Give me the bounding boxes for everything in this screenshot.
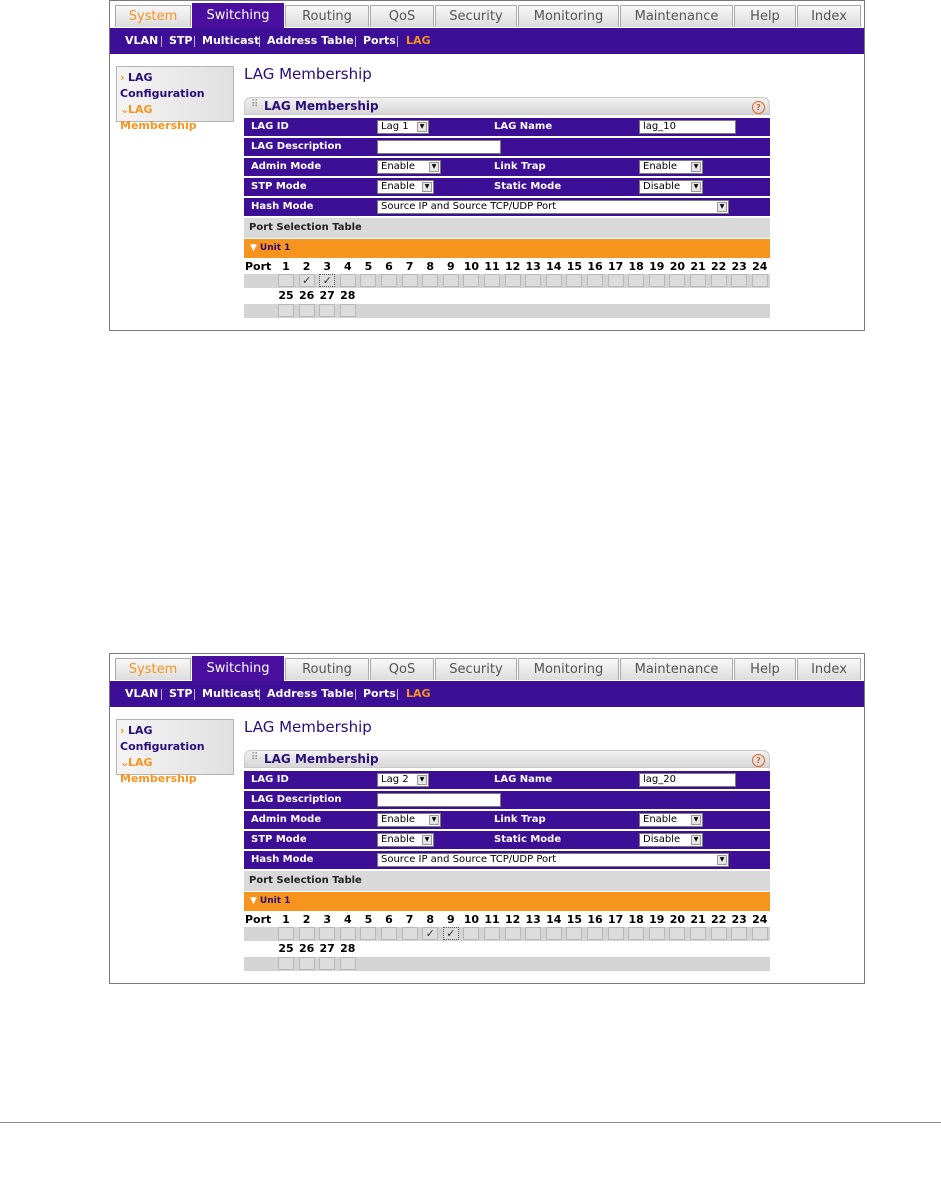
static-mode-select[interactable] xyxy=(639,833,703,847)
triangle-down-icon: ▼ xyxy=(250,243,257,253)
port-number: 22 xyxy=(710,260,727,273)
port-number: 15 xyxy=(566,913,583,926)
port-column-label: Port xyxy=(245,260,272,273)
port-number-row-2 xyxy=(244,943,770,955)
port-number: 12 xyxy=(504,260,521,273)
port-number: 13 xyxy=(525,260,541,273)
lag-id-value: Lag 2 xyxy=(381,774,409,785)
drag-grip-icon: ⠿ xyxy=(251,752,259,763)
port-checkbox-row-1 xyxy=(244,927,770,941)
chevron-down-icon: ⌄ xyxy=(120,756,130,769)
tab-maintenance[interactable]: Maintenance xyxy=(620,658,733,680)
port-checkbox-14[interactable] xyxy=(546,927,562,940)
port-number: 28 xyxy=(340,942,356,955)
subnav-divider xyxy=(355,36,356,47)
port-number-row-1 xyxy=(244,261,770,273)
tab-switching[interactable]: Switching xyxy=(192,656,284,681)
tab-routing[interactable]: Routing xyxy=(285,658,369,680)
port-number: 13 xyxy=(525,913,541,926)
subnav-multicast[interactable]: Multicast xyxy=(202,687,260,700)
stp-mode-value: Enable xyxy=(381,181,416,192)
admin-mode-value: Enable xyxy=(381,814,416,825)
port-number: 1 xyxy=(282,260,290,273)
panel-header xyxy=(244,97,770,115)
stp-mode-value: Enable xyxy=(381,834,416,845)
tab-index[interactable]: Index xyxy=(797,658,861,680)
hash-mode-row xyxy=(244,851,770,869)
port-number: 26 xyxy=(298,942,315,955)
tab-routing[interactable]: Routing xyxy=(285,5,369,27)
port-checkbox-1[interactable] xyxy=(278,927,294,940)
port-checkbox-27[interactable] xyxy=(319,304,335,317)
port-checkbox-12[interactable] xyxy=(505,927,521,940)
port-number: 25 xyxy=(278,289,294,302)
port-number: 21 xyxy=(690,260,706,273)
port-number: 24 xyxy=(752,260,768,273)
page-title: LAG Membership xyxy=(244,65,372,83)
lag-id-label: LAG ID xyxy=(251,121,289,132)
link-trap-select[interactable] xyxy=(639,160,703,174)
port-checkbox-21[interactable] xyxy=(690,274,706,287)
port-selection-table-heading: Port Selection Table xyxy=(244,218,770,238)
lag-id-row xyxy=(244,118,770,136)
subnav-divider xyxy=(161,36,162,47)
subnav-stp[interactable]: STP xyxy=(169,687,193,700)
port-checkbox-15[interactable] xyxy=(566,927,582,940)
port-number: 12 xyxy=(504,913,521,926)
port-number: 14 xyxy=(546,260,562,273)
lag-id-select[interactable] xyxy=(377,120,429,134)
port-checkbox-row-2 xyxy=(244,957,770,971)
port-number: 19 xyxy=(649,913,665,926)
lag-name-input[interactable]: lag_10 xyxy=(639,120,736,134)
sub-navigation xyxy=(110,28,864,54)
subnav-vlan[interactable]: VLAN xyxy=(125,34,159,47)
stp-mode-select[interactable] xyxy=(377,833,434,847)
unit-label: Unit 1 xyxy=(259,896,291,906)
static-mode-select[interactable] xyxy=(639,180,703,194)
port-number: 27 xyxy=(319,942,335,955)
port-number: 14 xyxy=(546,913,562,926)
port-number: 2 xyxy=(302,913,311,926)
port-selection-table-heading: Port Selection Table xyxy=(244,871,770,891)
lag-id-label: LAG ID xyxy=(251,774,289,785)
stp-mode-label: STP Mode xyxy=(251,834,307,845)
chevron-down-icon: ▼ xyxy=(717,855,727,865)
subnav-address-table[interactable]: Address Table xyxy=(267,687,354,700)
hash-mode-value: Source IP and Source TCP/UDP Port xyxy=(381,201,557,212)
panel-header xyxy=(244,750,770,768)
port-number: 24 xyxy=(752,913,768,926)
port-checkbox-21[interactable] xyxy=(690,927,706,940)
port-number: 18 xyxy=(628,260,644,273)
port-number: 28 xyxy=(340,289,356,302)
static-mode-value: Disable xyxy=(643,834,681,845)
tab-security[interactable]: Security xyxy=(435,5,517,27)
port-number: 9 xyxy=(446,913,455,926)
port-number: 6 xyxy=(385,260,393,273)
chevron-down-icon: ▼ xyxy=(691,162,701,172)
admin-mode-select[interactable] xyxy=(377,813,441,827)
subnav-stp[interactable]: STP xyxy=(169,34,193,47)
port-number: 10 xyxy=(463,260,480,273)
sidebar-item-label: LAG Membership xyxy=(120,756,197,785)
port-checkbox-19[interactable] xyxy=(649,927,665,940)
port-number: 2 xyxy=(302,260,311,273)
link-trap-label: Link Trap xyxy=(494,814,546,825)
admin-mode-value: Enable xyxy=(381,161,416,172)
tab-system[interactable]: System xyxy=(115,5,191,27)
port-checkbox-20[interactable] xyxy=(669,274,685,287)
hash-mode-label: Hash Mode xyxy=(251,201,314,212)
port-number: 4 xyxy=(343,260,352,273)
hash-mode-value: Source IP and Source TCP/UDP Port xyxy=(381,854,557,865)
admin-mode-row xyxy=(244,811,770,829)
static-mode-value: Disable xyxy=(643,181,681,192)
port-checkbox-17[interactable] xyxy=(608,927,624,940)
help-icon[interactable]: ? xyxy=(752,754,765,767)
port-number: 1 xyxy=(282,913,290,926)
port-checkbox-10[interactable] xyxy=(463,927,479,940)
stp-mode-row xyxy=(244,178,770,196)
subnav-divider xyxy=(355,689,356,700)
port-number: 9 xyxy=(446,260,455,273)
hash-mode-row xyxy=(244,198,770,216)
port-checkbox-28[interactable] xyxy=(340,957,356,970)
panel-title: LAG Membership xyxy=(264,752,379,766)
lag-description-input[interactable] xyxy=(377,140,501,154)
port-checkbox-19[interactable] xyxy=(649,274,665,287)
sidebar-item-lag-configuration[interactable] xyxy=(120,723,228,755)
help-icon[interactable]: ? xyxy=(752,101,765,114)
chevron-down-icon: ▼ xyxy=(422,182,432,192)
port-number: 8 xyxy=(426,913,435,926)
port-number: 27 xyxy=(319,289,335,302)
port-checkbox-8[interactable] xyxy=(422,927,438,940)
port-number: 5 xyxy=(364,260,373,273)
top-tab-bar xyxy=(110,1,864,28)
unit-toggle[interactable] xyxy=(244,892,770,911)
lag-description-row xyxy=(244,138,770,156)
port-number: 25 xyxy=(278,942,294,955)
port-checkbox-4[interactable] xyxy=(340,274,356,287)
port-checkbox-9[interactable] xyxy=(443,927,459,940)
tab-qos[interactable]: QoS xyxy=(370,5,434,27)
port-number: 22 xyxy=(710,913,727,926)
port-number: 17 xyxy=(607,260,624,273)
subnav-vlan[interactable]: VLAN xyxy=(125,687,159,700)
port-number: 5 xyxy=(364,913,373,926)
port-checkbox-18[interactable] xyxy=(628,274,644,287)
port-number: 20 xyxy=(669,260,686,273)
port-checkbox-row-1 xyxy=(244,274,770,288)
port-number: 3 xyxy=(323,260,332,273)
port-checkbox-23[interactable] xyxy=(731,927,747,940)
subnav-ports[interactable]: Ports xyxy=(363,34,396,47)
lag-id-select[interactable] xyxy=(377,773,429,787)
admin-mode-select[interactable] xyxy=(377,160,441,174)
lag-name-label: LAG Name xyxy=(494,121,553,132)
hash-mode-select[interactable] xyxy=(377,853,729,867)
port-number: 17 xyxy=(607,913,624,926)
port-checkbox-17[interactable] xyxy=(608,274,624,287)
subnav-multicast[interactable]: Multicast xyxy=(202,34,260,47)
port-checkbox-9[interactable] xyxy=(443,274,459,287)
port-checkbox-5[interactable] xyxy=(360,927,376,940)
tab-qos[interactable]: QoS xyxy=(370,658,434,680)
port-checkbox-15[interactable] xyxy=(566,274,582,287)
port-checkbox-2[interactable] xyxy=(299,927,315,940)
port-checkbox-26[interactable] xyxy=(299,304,315,317)
lag-id-row xyxy=(244,771,770,789)
port-number: 7 xyxy=(405,260,414,273)
triangle-down-icon: ▼ xyxy=(250,896,257,906)
port-checkbox-11[interactable] xyxy=(484,927,500,940)
port-checkbox-25[interactable] xyxy=(278,957,294,970)
lag-name-input[interactable]: lag_20 xyxy=(639,773,736,787)
sidebar-item-label: LAG Membership xyxy=(120,103,197,132)
tab-monitoring[interactable]: Monitoring xyxy=(518,5,619,27)
static-mode-label: Static Mode xyxy=(494,181,562,192)
port-checkbox-22[interactable] xyxy=(711,927,727,940)
tab-system[interactable]: System xyxy=(115,658,191,680)
port-checkbox-22[interactable] xyxy=(711,274,727,287)
port-checkbox-8[interactable] xyxy=(422,274,438,287)
lag-description-label: LAG Description xyxy=(251,141,342,152)
port-checkbox-12[interactable] xyxy=(505,274,521,287)
port-checkbox-20[interactable] xyxy=(669,927,685,940)
sidebar-item-lag-membership[interactable] xyxy=(120,755,233,787)
chevron-down-icon: ▼ xyxy=(422,835,432,845)
sidebar-item-lag-membership[interactable] xyxy=(120,102,233,134)
stp-mode-label: STP Mode xyxy=(251,181,307,192)
lag-name-label: LAG Name xyxy=(494,774,553,785)
port-checkbox-18[interactable] xyxy=(628,927,644,940)
port-number: 6 xyxy=(385,913,393,926)
port-number: 7 xyxy=(405,913,414,926)
subnav-divider xyxy=(194,36,195,47)
subnav-address-table[interactable]: Address Table xyxy=(267,34,354,47)
page-title: LAG Membership xyxy=(244,718,372,736)
unit-toggle[interactable] xyxy=(244,239,770,258)
page-footer-rule xyxy=(0,1122,941,1123)
subnav-ports[interactable]: Ports xyxy=(363,687,396,700)
port-number: 21 xyxy=(690,913,706,926)
chevron-icon: › xyxy=(120,724,125,737)
chevron-down-icon: ▼ xyxy=(417,775,427,785)
static-mode-label: Static Mode xyxy=(494,834,562,845)
lag-membership-panel xyxy=(244,750,770,972)
tab-help[interactable]: Help xyxy=(734,5,796,27)
port-checkbox-3[interactable] xyxy=(319,927,335,940)
link-trap-value: Enable xyxy=(643,814,678,825)
chevron-down-icon: ▼ xyxy=(417,122,427,132)
port-number: 4 xyxy=(343,913,352,926)
port-checkbox-6[interactable] xyxy=(381,274,397,287)
port-checkbox-16[interactable] xyxy=(587,274,603,287)
port-number: 8 xyxy=(426,260,435,273)
admin-mode-row xyxy=(244,158,770,176)
port-checkbox-25[interactable] xyxy=(278,304,294,317)
port-number: 3 xyxy=(323,913,332,926)
port-number: 23 xyxy=(731,260,747,273)
sidebar xyxy=(116,66,234,132)
lag-membership-screen-1 xyxy=(109,0,865,331)
port-number-row-2 xyxy=(244,290,770,302)
chevron-down-icon: ▼ xyxy=(429,815,439,825)
port-checkbox-28[interactable] xyxy=(340,304,356,317)
lag-membership-screen-2 xyxy=(109,653,865,984)
chevron-down-icon: ⌄ xyxy=(120,103,130,116)
tab-help[interactable]: Help xyxy=(734,658,796,680)
chevron-down-icon: ▼ xyxy=(691,835,701,845)
port-checkbox-16[interactable] xyxy=(587,927,603,940)
port-number: 15 xyxy=(566,260,583,273)
port-number: 16 xyxy=(587,913,603,926)
tab-index[interactable]: Index xyxy=(797,5,861,27)
subnav-divider xyxy=(161,689,162,700)
sidebar xyxy=(116,719,234,785)
subnav-divider xyxy=(259,36,260,47)
port-checkbox-1[interactable] xyxy=(278,274,294,287)
port-number: 10 xyxy=(463,913,480,926)
port-checkbox-14[interactable] xyxy=(546,274,562,287)
hash-mode-label: Hash Mode xyxy=(251,854,314,865)
lag-description-input[interactable] xyxy=(377,793,501,807)
subnav-lag[interactable]: LAG xyxy=(406,687,431,700)
port-checkbox-2[interactable] xyxy=(299,274,315,287)
sidebar-item-lag-configuration[interactable] xyxy=(120,70,228,102)
chevron-down-icon: ▼ xyxy=(429,162,439,172)
top-tab-bar xyxy=(110,654,864,681)
link-trap-select[interactable] xyxy=(639,813,703,827)
port-checkbox-10[interactable] xyxy=(463,274,479,287)
port-number: 23 xyxy=(731,913,747,926)
port-checkbox-row-2 xyxy=(244,304,770,318)
port-checkbox-24[interactable] xyxy=(752,927,768,940)
port-number: 20 xyxy=(669,913,686,926)
drag-grip-icon: ⠿ xyxy=(251,99,259,110)
lag-description-label: LAG Description xyxy=(251,794,342,805)
port-checkbox-7[interactable] xyxy=(402,927,418,940)
admin-mode-label: Admin Mode xyxy=(251,161,322,172)
port-checkbox-13[interactable] xyxy=(525,927,541,940)
hash-mode-select[interactable] xyxy=(377,200,729,214)
port-number: 16 xyxy=(587,260,603,273)
sidebar-item-label: LAG Configuration xyxy=(120,724,205,753)
lag-description-row xyxy=(244,791,770,809)
tab-security[interactable]: Security xyxy=(435,658,517,680)
lag-id-value: Lag 1 xyxy=(381,121,409,132)
port-number: 26 xyxy=(298,289,315,302)
stp-mode-select[interactable] xyxy=(377,180,434,194)
chevron-down-icon: ▼ xyxy=(717,202,727,212)
port-number-row-1 xyxy=(244,914,770,926)
port-checkbox-23[interactable] xyxy=(731,274,747,287)
port-number: 11 xyxy=(484,913,500,926)
port-number: 11 xyxy=(484,260,500,273)
subnav-divider xyxy=(397,36,398,47)
panel-title: LAG Membership xyxy=(264,99,379,113)
chevron-icon: › xyxy=(120,71,125,84)
port-column-label: Port xyxy=(245,913,272,926)
admin-mode-label: Admin Mode xyxy=(251,814,322,825)
port-number: 18 xyxy=(628,913,644,926)
subnav-divider xyxy=(397,689,398,700)
port-checkbox-6[interactable] xyxy=(381,927,397,940)
stp-mode-row xyxy=(244,831,770,849)
port-checkbox-27[interactable] xyxy=(319,957,335,970)
link-trap-value: Enable xyxy=(643,161,678,172)
port-checkbox-4[interactable] xyxy=(340,927,356,940)
lag-membership-panel xyxy=(244,97,770,319)
port-checkbox-13[interactable] xyxy=(525,274,541,287)
port-checkbox-11[interactable] xyxy=(484,274,500,287)
port-checkbox-5[interactable] xyxy=(360,274,376,287)
tab-monitoring[interactable]: Monitoring xyxy=(518,658,619,680)
subnav-divider xyxy=(259,689,260,700)
sub-navigation xyxy=(110,681,864,707)
chevron-down-icon: ▼ xyxy=(691,815,701,825)
port-number: 19 xyxy=(649,260,665,273)
subnav-lag[interactable]: LAG xyxy=(406,34,431,47)
port-checkbox-3[interactable] xyxy=(319,274,335,287)
port-checkbox-24[interactable] xyxy=(752,274,768,287)
chevron-down-icon: ▼ xyxy=(691,182,701,192)
subnav-divider xyxy=(194,689,195,700)
unit-label: Unit 1 xyxy=(259,243,291,253)
port-checkbox-7[interactable] xyxy=(402,274,418,287)
port-checkbox-26[interactable] xyxy=(299,957,315,970)
tab-switching[interactable]: Switching xyxy=(192,3,284,28)
link-trap-label: Link Trap xyxy=(494,161,546,172)
tab-maintenance[interactable]: Maintenance xyxy=(620,5,733,27)
sidebar-item-label: LAG Configuration xyxy=(120,71,205,100)
